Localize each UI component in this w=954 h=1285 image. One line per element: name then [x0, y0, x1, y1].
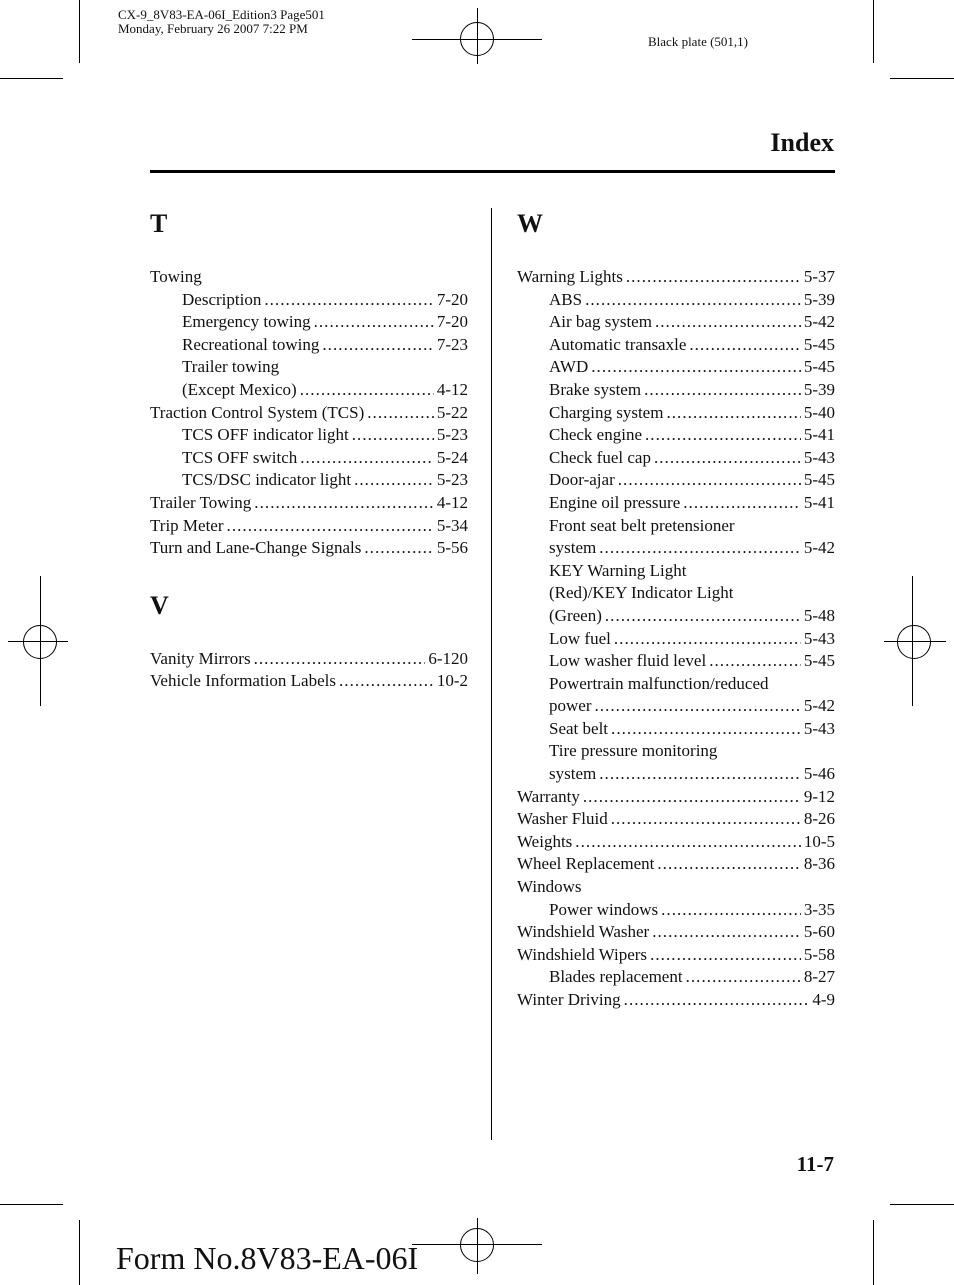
index-entry-term: Front seat belt pretensioner: [549, 515, 735, 535]
index-entry-page: 8-26: [803, 809, 835, 829]
index-entry-page: 5-22: [436, 402, 468, 422]
index-entry: [517, 695, 835, 718]
dot-leader: [599, 537, 801, 560]
index-entry: [517, 492, 835, 515]
index-entry-page: 5-41: [803, 425, 835, 445]
index-entry: [517, 356, 835, 379]
dot-leader: [264, 289, 434, 312]
crop-mark: [890, 1204, 954, 1205]
index-entry-page: 5-34: [436, 515, 468, 535]
index-entry-page: 5-46: [803, 764, 835, 784]
index-entry-term: TCS/DSC indicator light: [182, 470, 352, 490]
index-column-left: [150, 206, 468, 693]
registration-mark-right: [884, 576, 946, 706]
index-entry-page: 3-35: [803, 899, 835, 919]
index-entry-term: Door-ajar: [549, 470, 615, 490]
crop-mark: [0, 1204, 63, 1205]
index-entry: [150, 289, 468, 312]
page-number: 11-7: [796, 1152, 834, 1176]
index-entry-page: 5-39: [803, 289, 835, 309]
index-entry-term: system: [549, 764, 597, 784]
index-entry: [150, 492, 468, 515]
crop-mark: [873, 0, 874, 63]
index-entry-term: Trailer towing: [182, 357, 280, 377]
dot-leader: [227, 515, 434, 538]
index-entry-page: 5-58: [803, 944, 835, 964]
index-entry-term: Tire pressure monitoring: [549, 741, 718, 761]
dot-leader: [339, 670, 434, 693]
index-entry: [517, 469, 835, 492]
index-entry-term: Windows: [517, 877, 582, 897]
index-entry: [150, 311, 468, 334]
index-entry: [517, 718, 835, 741]
index-entry-term: system: [549, 538, 597, 558]
dot-leader: [354, 469, 434, 492]
index-entry-page: 4-12: [436, 379, 468, 399]
dot-leader: [575, 831, 801, 854]
letter-spacer: [150, 242, 468, 266]
index-entry-term: Warning Lights: [517, 267, 623, 286]
index-entry-term: Traction Control System (TCS): [150, 402, 365, 422]
index-entry: [150, 537, 468, 560]
dot-leader: [666, 402, 800, 425]
index-entry: [517, 853, 835, 876]
index-entry-page: 5-45: [803, 357, 835, 377]
index-entry-page: 5-43: [803, 447, 835, 467]
index-entry-page: 5-40: [803, 402, 835, 422]
dot-leader: [650, 944, 801, 967]
index-entry: [517, 921, 835, 944]
dot-leader: [645, 424, 801, 447]
registration-mark-bottom: [412, 1218, 542, 1274]
index-entry: [517, 424, 835, 447]
index-entry-term: Powertrain malfunction/reduced: [549, 673, 769, 693]
index-entry-term: power: [549, 696, 592, 716]
index-entry: [517, 334, 835, 357]
index-entry: [150, 515, 468, 538]
index-entry: [517, 402, 835, 425]
index-entry-page: 7-23: [436, 334, 468, 354]
index-entry-page: 5-42: [803, 312, 835, 332]
form-number: Form No.8V83-EA-06I: [116, 1240, 419, 1276]
print-info-line-2: Monday, February 26 2007 7:22 PM: [118, 21, 308, 36]
index-entry-page: 6-120: [428, 648, 468, 668]
index-entry-term: Power windows: [549, 899, 659, 919]
index-entry-term: Recreational towing: [182, 334, 320, 354]
index-entry: [517, 966, 835, 989]
index-entry-page: 5-37: [803, 267, 835, 286]
index-entry: [517, 650, 835, 673]
index-entry: [517, 831, 835, 854]
plate-label: Black plate (501,1): [648, 34, 748, 49]
index-entry: [517, 605, 835, 628]
index-entry-term: Brake system: [549, 379, 642, 399]
index-entry-term: Emergency towing: [182, 312, 311, 332]
dot-leader: [583, 786, 801, 809]
index-entry-page: 5-24: [436, 447, 468, 467]
index-entry: [150, 648, 468, 671]
index-entry-page: 10-2: [436, 671, 468, 691]
index-letter-heading: W: [517, 209, 543, 238]
crop-mark: [79, 1220, 80, 1285]
dot-leader: [254, 648, 426, 671]
index-column-right: [517, 206, 835, 1012]
index-entry-term: ABS: [549, 289, 583, 309]
index-entry-page: 5-23: [436, 470, 468, 490]
section-title: Index: [770, 128, 834, 157]
index-entry-term: Weights: [517, 831, 573, 851]
index-entry-page: 8-36: [803, 854, 835, 874]
index-entry: [517, 944, 835, 967]
dot-leader: [686, 966, 801, 989]
index-entry-term: TCS OFF switch: [182, 447, 298, 467]
crop-mark: [79, 0, 80, 63]
registration-mark-top: [412, 8, 542, 64]
index-entry-term: Turn and Lane-Change Signals: [150, 538, 362, 558]
index-entry: [517, 808, 835, 831]
index-entry: [517, 379, 835, 402]
index-entry-term: Automatic transaxle: [549, 334, 687, 354]
index-entry-term: AWD: [549, 357, 589, 377]
index-entry-page: 5-45: [803, 334, 835, 354]
print-info-line-1: CX-9_8V83-EA-06I_Edition3 Page501: [118, 7, 325, 22]
index-entry-term: Warranty: [517, 786, 580, 806]
crop-mark: [0, 78, 63, 79]
index-entry-term: KEY Warning Light: [549, 560, 687, 580]
dot-leader: [661, 899, 801, 922]
index-entry-term: Trailer Towing: [150, 492, 252, 512]
index-letter-heading: V: [150, 590, 169, 620]
dot-leader: [611, 718, 801, 741]
index-entry-page: 7-20: [436, 312, 468, 332]
column-divider: [491, 208, 492, 1140]
index-entry: [150, 402, 468, 425]
dot-leader: [683, 492, 801, 515]
dot-leader: [655, 311, 801, 334]
index-entry: [150, 379, 468, 402]
dot-leader: [624, 989, 810, 1012]
index-entry-page: 5-41: [803, 492, 835, 512]
dot-leader: [709, 650, 801, 673]
dot-leader: [644, 379, 801, 402]
group-spacer: [150, 560, 468, 588]
registration-mark-left: [8, 576, 68, 706]
index-entry-term: Windshield Washer: [517, 922, 650, 942]
index-entry-term: TCS OFF indicator light: [182, 425, 349, 445]
index-entry-page: 8-27: [803, 967, 835, 987]
index-entry: [150, 469, 468, 492]
index-entry-page: 5-43: [803, 628, 835, 648]
dot-leader: [254, 492, 434, 515]
dot-leader: [689, 334, 800, 357]
index-entry: [517, 673, 835, 696]
dot-leader: [654, 447, 801, 470]
index-entry: [150, 356, 468, 379]
index-entry-term: (Green): [549, 605, 602, 625]
index-entry: [150, 334, 468, 357]
index-entry: [517, 537, 835, 560]
dot-leader: [657, 853, 800, 876]
dot-leader: [300, 447, 434, 470]
dot-leader: [626, 266, 801, 289]
index-entry: [517, 289, 835, 312]
dot-leader: [605, 605, 801, 628]
dot-leader: [599, 763, 801, 786]
index-entry-term: Charging system: [549, 402, 664, 422]
index-entry-term: Check engine: [549, 425, 642, 445]
crop-mark: [873, 1220, 874, 1285]
letter-spacer: [150, 624, 468, 648]
index-entry-page: 5-42: [803, 696, 835, 716]
crop-mark: [890, 78, 954, 79]
index-entry-term: Low washer fluid level: [549, 651, 707, 671]
index-entry-term: Wheel Replacement: [517, 854, 655, 874]
index-entry-page: 9-12: [803, 786, 835, 806]
index-entry-term: Vanity Mirrors: [150, 648, 251, 668]
index-entry: [517, 763, 835, 786]
dot-leader: [352, 424, 434, 447]
index-entry-term: Description: [182, 289, 262, 309]
index-entry: [517, 740, 835, 763]
dot-leader: [594, 695, 800, 718]
index-entry-page: 5-45: [803, 651, 835, 671]
index-entry-page: 5-42: [803, 538, 835, 558]
index-entry: [150, 424, 468, 447]
index-entry-term: Blades replacement: [549, 967, 683, 987]
index-entry-term: Engine oil pressure: [549, 492, 681, 512]
index-entry-term: Low fuel: [549, 628, 611, 648]
dot-leader: [367, 402, 434, 425]
dot-leader: [300, 379, 434, 402]
index-entry-term: Winter Driving: [517, 990, 621, 1009]
index-entry: [517, 560, 835, 583]
index-entry-term: Windshield Wipers: [517, 944, 648, 964]
index-entry-term: Check fuel cap: [549, 447, 651, 467]
index-entry-term: Trip Meter: [150, 515, 224, 535]
index-entry: [517, 582, 835, 605]
dot-leader: [591, 356, 801, 379]
index-entry: [150, 447, 468, 470]
index-entry-page: 5-48: [803, 605, 835, 625]
index-entry-page: 5-56: [436, 538, 468, 558]
index-entry-page: 4-9: [812, 990, 835, 1009]
index-letter-heading: T: [150, 209, 168, 238]
index-entry: [517, 786, 835, 809]
index-entry-term: (Red)/KEY Indicator Light: [549, 583, 734, 603]
index-entry-page: 5-23: [436, 425, 468, 445]
index-entry-term: Vehicle Information Labels: [150, 671, 336, 691]
index-entry: [517, 989, 835, 1012]
index-entry-page: 5-60: [803, 922, 835, 942]
index-entry: [517, 899, 835, 922]
dot-leader: [314, 311, 434, 334]
index-entry-term: Towing: [150, 267, 202, 286]
dot-leader: [652, 921, 801, 944]
index-entry-page: 7-20: [436, 289, 468, 309]
dot-leader: [322, 334, 433, 357]
index-entry-term: Washer Fluid: [517, 809, 608, 829]
index-entry-term: Seat belt: [549, 718, 609, 738]
dot-leader: [585, 289, 801, 312]
index-entry-page: 5-45: [803, 470, 835, 490]
heading-rule: [150, 170, 835, 173]
index-entry: [517, 515, 835, 538]
index-entry-page: 5-39: [803, 379, 835, 399]
letter-spacer: [517, 242, 835, 266]
index-entry: [517, 311, 835, 334]
index-entry: [517, 628, 835, 651]
dot-leader: [618, 469, 801, 492]
index-entry-term: (Except Mexico): [182, 379, 297, 399]
index-entry: [517, 266, 835, 289]
index-entry-page: 5-43: [803, 718, 835, 738]
index-entry-page: 10-5: [803, 831, 835, 851]
index-entry: [150, 670, 468, 693]
dot-leader: [364, 537, 433, 560]
dot-leader: [614, 628, 801, 651]
index-entry-term: Air bag system: [549, 312, 652, 332]
index-entry: [150, 266, 468, 289]
index-entry-page: 4-12: [436, 492, 468, 512]
print-info: [118, 8, 325, 36]
index-entry: [517, 876, 835, 899]
index-entry: [517, 447, 835, 470]
dot-leader: [611, 808, 801, 831]
